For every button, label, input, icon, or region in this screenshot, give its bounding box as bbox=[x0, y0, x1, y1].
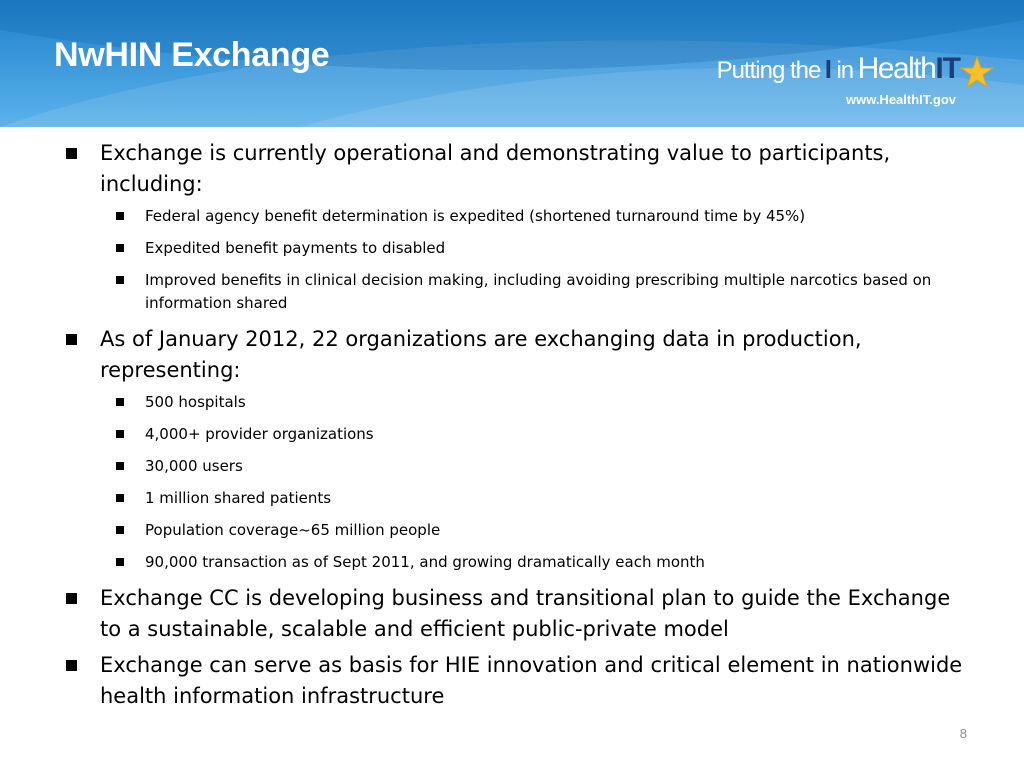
logo-text-it: IT bbox=[935, 52, 960, 85]
sub-bullet-text: 90,000 transaction as of Sept 2011, and growing dramatically each month bbox=[145, 553, 705, 571]
star-icon bbox=[960, 56, 994, 88]
sub-bullet-item bbox=[145, 455, 974, 478]
slide-header bbox=[0, 0, 1024, 127]
sub-bullet-text: 4,000+ provider organizations bbox=[145, 425, 374, 443]
bullet-text: As of January 2012, 22 organizations are exchanging data in production, representing: bbox=[100, 327, 862, 382]
logo-wordmark bbox=[717, 52, 960, 86]
sub-bullet-item bbox=[145, 237, 974, 260]
bullet-square-icon bbox=[66, 660, 77, 671]
bullet-square-icon bbox=[66, 148, 77, 159]
sub-bullet-square-icon bbox=[116, 558, 124, 566]
bullet-square-icon bbox=[66, 334, 77, 345]
bullet-text: Exchange is currently operational and demonstrating value to participants, including: bbox=[100, 141, 891, 196]
logo-text-putting-the: Putting the bbox=[716, 57, 821, 84]
sub-bullet-square-icon bbox=[116, 526, 124, 534]
bullet-item bbox=[100, 583, 974, 645]
sub-bullet-text: Expedited benefit payments to disabled bbox=[145, 239, 446, 257]
sub-bullet-text: 500 hospitals bbox=[145, 393, 246, 411]
sub-bullet-square-icon bbox=[116, 276, 124, 284]
sub-bullet-item bbox=[145, 205, 974, 228]
sub-bullet-square-icon bbox=[116, 430, 124, 438]
sub-bullet-text: 30,000 users bbox=[145, 457, 243, 475]
page-title: NwHIN Exchange bbox=[54, 36, 330, 74]
sub-bullet-square-icon bbox=[116, 244, 124, 252]
sub-bullet-item bbox=[145, 519, 974, 542]
sub-bullet-text: Improved benefits in clinical decision making, including avoiding prescribing multiple narcotics based on information shared bbox=[145, 271, 932, 312]
sub-bullet-text: Federal agency benefit determination is expedited (shortened turnaround time by 45%) bbox=[145, 207, 806, 225]
bullet-text: Exchange CC is developing business and transitional plan to guide the Exchange to a sustainable, scalable and efficient public-private model bbox=[100, 586, 951, 641]
sub-bullet-square-icon bbox=[116, 462, 124, 470]
sub-bullet-item bbox=[145, 487, 974, 510]
sub-bullet-item bbox=[145, 423, 974, 446]
healthit-logo bbox=[694, 52, 994, 114]
sub-bullet-square-icon bbox=[116, 398, 124, 406]
sub-bullet-item bbox=[145, 391, 974, 414]
sub-bullet-item bbox=[145, 551, 974, 574]
sub-bullet-square-icon bbox=[116, 494, 124, 502]
sub-bullet-text: 1 million shared patients bbox=[145, 489, 332, 507]
bullet-item bbox=[100, 650, 974, 712]
bullet-item bbox=[100, 324, 974, 386]
logo-url: www.HealthIT.gov bbox=[845, 92, 956, 107]
sub-bullet-item bbox=[145, 269, 974, 315]
logo-text-in: in bbox=[836, 57, 854, 84]
sub-bullet-text: Population coverage~65 million people bbox=[145, 521, 441, 539]
bullet-item bbox=[100, 138, 974, 200]
bullet-square-icon bbox=[66, 593, 77, 604]
logo-text-i: I bbox=[824, 54, 833, 84]
logo-text-health: Health bbox=[857, 52, 936, 85]
slide-body bbox=[0, 138, 1024, 717]
page-number: 8 bbox=[959, 726, 967, 741]
sub-bullet-square-icon bbox=[116, 212, 124, 220]
bullet-text: Exchange can serve as basis for HIE innovation and critical element in nationwide health information infrastructure bbox=[100, 653, 963, 708]
